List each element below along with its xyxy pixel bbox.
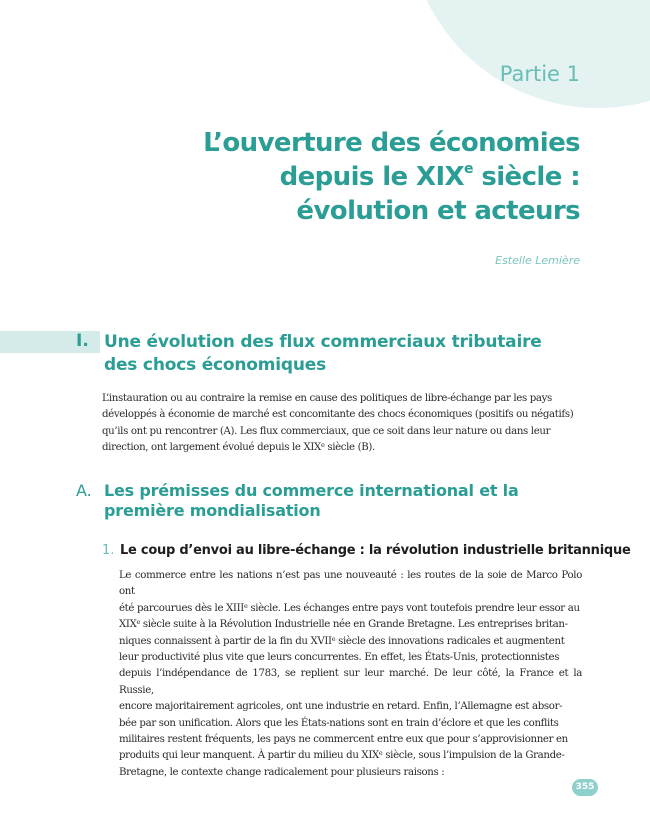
body-line: encore majoritairement agricoles, ont une industrie en retard. Enfin, l’Allemagne est absor- [119, 701, 563, 713]
corner-decoration [408, 0, 650, 108]
intro-line: L’instauration ou au contraire la remise en cause des politiques de libre-échange par les pays [102, 393, 552, 404]
body-line: militaires restent fréquents, les pays ne commercent entre eux que pour s’approvisionner en [119, 734, 568, 746]
chapter-title-line-3: évolution et acteurs [296, 196, 580, 226]
intro-line [102, 440, 582, 456]
body-paragraph [119, 568, 582, 781]
intro-line: qu’ils ont pu rencontrer (A). Les flux commerciaux, que ce soit dans leur nature ou dans leur [102, 425, 551, 437]
intro-text: direction, ont largement évolué depuis le XIX [102, 442, 321, 454]
page-number-badge: 355 [572, 779, 598, 796]
body-text: siècle des innovations radicales et augmentent [335, 635, 565, 647]
body-superscript: e [331, 634, 336, 643]
body-line: Bretagne, le contexte change radicalement pour plusieurs raisons : [119, 766, 445, 778]
chapter-title-superscript: e [464, 161, 473, 177]
chapter-title [110, 126, 580, 228]
body-text: été parcourues dès le XIII [119, 602, 244, 614]
body-text: siècle. Les échanges entre pays vont toutefois prendre leur essor au [247, 602, 580, 614]
intro-text: siècle (B). [324, 442, 375, 454]
part-label: Partie 1 [499, 62, 580, 86]
body-line [119, 601, 582, 617]
author-name: Estelle Lemière [495, 254, 580, 267]
section-title: Une évolution des flux commerciaux tributaire des chocs économiques [104, 332, 542, 375]
subsection-a-number: A. [76, 481, 92, 500]
body-line [119, 617, 582, 633]
body-line: leur productivité plus vite que leurs concurrentes. En effet, les États-Unis, protectionnistes [119, 652, 560, 664]
intro-superscript: e [320, 441, 325, 450]
body-superscript: e [243, 601, 248, 610]
chapter-title-line-1: L’ouverture des économies [203, 128, 580, 158]
section-number: I. [76, 331, 89, 351]
chapter-title-line-2 [110, 160, 580, 194]
body-text: niques connaissent à partir de la fin du XVII [119, 635, 332, 647]
body-superscript: e [378, 749, 383, 758]
body-superscript: e [136, 618, 140, 627]
body-line: Le commerce entre les nations n’est pas une nouveauté : les routes de la soie de Marco Polo ont [119, 570, 582, 598]
subsection-a-title: Les prémisses du commerce international et la première mondialisation [104, 481, 519, 520]
subsection-1-number: 1. [102, 543, 115, 558]
chapter-title-line-2-end: siècle : [472, 162, 580, 192]
chapter-title-line-2-text: depuis le XIX [279, 162, 464, 192]
body-text: XIX [119, 619, 137, 631]
body-line: bée par son unification. Alors que les États-nations sont en train d’éclore et que les conflits [119, 717, 559, 729]
section-intro-paragraph [102, 391, 582, 457]
subsection-1-title: Le coup d’envoi au libre-échange : la révolution industrielle britannique [120, 543, 631, 558]
body-text: produits qui leur manquent. À partir du milieu du XIX [119, 750, 379, 762]
intro-line: développés à économie de marché est concomitante des chocs économiques (positifs ou négatifs) [102, 409, 574, 421]
body-text: siècle suite à la Révolution Industrielle née en Grande Bretagne. Les entreprises britan- [139, 619, 568, 631]
body-line [119, 748, 582, 764]
body-line: depuis l’indépendance de 1783, se replient sur leur marché. De leur côté, la France et la Russie, [119, 668, 582, 696]
body-text: siècle, sous l’impulsion de la Grande- [382, 750, 565, 762]
body-line [119, 634, 582, 650]
